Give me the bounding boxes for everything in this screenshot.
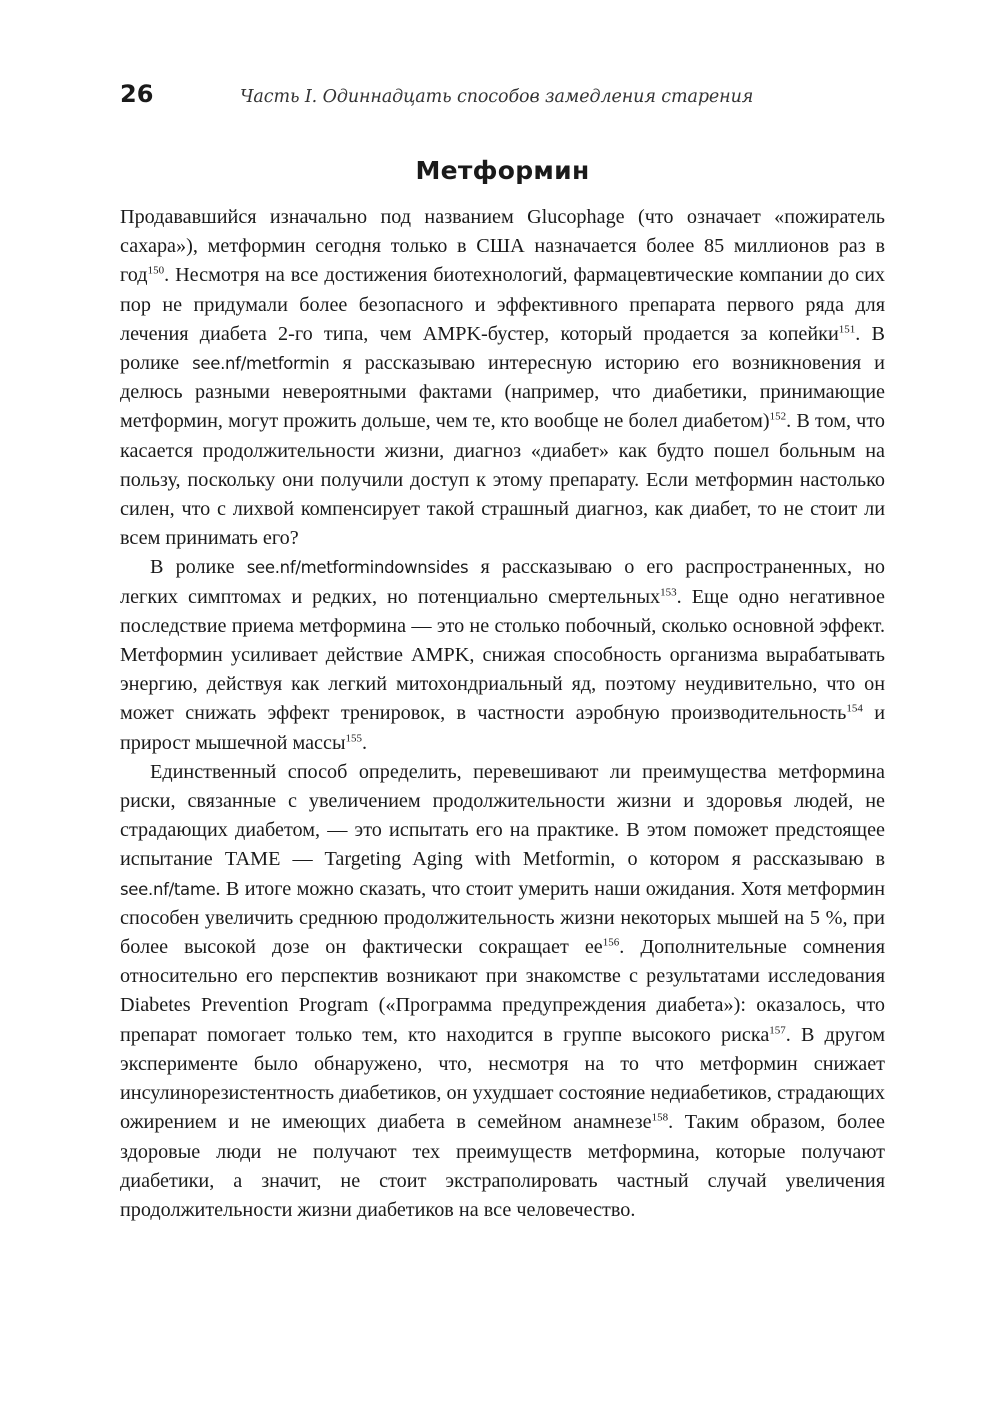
text-run: . В ролике — [120, 322, 885, 375]
running-title: Часть I. Одиннадцать способов замедления старения — [240, 87, 754, 107]
text-run: В ролике — [150, 556, 247, 579]
video-link-metformin[interactable]: see.nf/metformin — [192, 354, 330, 374]
text-run: Единственный способ определить, перевешивают ли преимущества метформина риски, связанные с увеличением продолжительности жизни и здоровья людей, не страдающих диабетом, — это испытать его на практике. В этом поможет предстоящее испытание TAME — Targeting Aging with Metformin, о котором я рассказываю в — [120, 760, 885, 871]
footnote-ref[interactable]: 153 — [660, 585, 677, 598]
book-page — [120, 80, 885, 1225]
text-run: . — [362, 731, 368, 754]
body-text — [120, 203, 885, 1225]
footnote-ref[interactable]: 150 — [147, 264, 165, 277]
text-run: . В итоге можно сказать, что стоит умерить наши ожидания. Хотя метформин способен увеличить среднюю продолжительность жизни некоторых мышей на 5 %, при более высокой дозе он фактически сокращает ее — [120, 877, 885, 959]
running-head — [120, 80, 885, 120]
text-run: . В том, что касается продолжительности жизни, диагноз «диабет» как будто пошел больным на пользу, поскольку они получили доступ к этому препарату. Если метформин настолько силен, что с лихвой компенсирует такой страшный диагноз, как диабет, то не стоит ли всем принимать его? — [120, 410, 885, 550]
text-run: . Несмотря на все достижения биотехнологий, фармацевтические компании до сих пор не придумали более безопасного и эффективного препарата первого ряда для лечения диабета 2-го типа, чем AMPK-бустер, который продается за копейки — [120, 264, 885, 345]
footnote-ref[interactable]: 158 — [651, 1111, 669, 1124]
footnote-ref[interactable]: 152 — [769, 410, 787, 423]
footnote-ref[interactable]: 157 — [769, 1023, 786, 1036]
text-run: . Еще одно негативное последствие приема метформина — это не столько побочный, сколько основной эффект. Метформин усиливает действие AMPK, снижая способность организма вырабатывать энергию, действуя как легкий митохондриальный яд, поэтому неудивительно, что он может снижать эффект тренировок, в частности аэробную производительность — [120, 585, 886, 725]
page-number: 26 — [120, 80, 154, 108]
text-run: Продававшийся изначально под названием Glucophage (что означает «пожиратель сахара»), метформин сегодня только в США назначается более 85 миллионов раз в год — [120, 206, 885, 287]
video-link-tame[interactable]: see.nf/tame — [120, 879, 216, 899]
paragraph-2 — [120, 553, 885, 757]
text-run: я рассказываю о его распространенных, но легких симптомах и редких, но потенциально смертельных — [120, 556, 885, 608]
text-run: . Таким образом, более здоровые люди не получают тех преимуществ метформина, которые получают диабетики, а значит, не стоит экстраполировать частный случай увеличения продолжительности жизни диабетиков на все человечество. — [120, 1111, 885, 1221]
text-run: и прирост мышечной массы — [120, 702, 885, 754]
text-run: я рассказываю интересную историю его возникновения и делюсь разными невероятными фактами (например, что диабетики, принимающие метформин, могут прожить дольше, чем те, кто вообще не болел диабетом) — [120, 352, 885, 433]
paragraph-3 — [120, 758, 885, 1225]
video-link-metformindownsides[interactable]: see.nf/metformindownsides — [246, 558, 469, 578]
footnote-ref[interactable]: 154 — [846, 702, 863, 715]
section-title: Метформин — [415, 156, 590, 185]
footnote-ref[interactable]: 151 — [838, 323, 856, 336]
footnote-ref[interactable]: 156 — [602, 936, 620, 949]
text-run: . Дополнительные сомнения относительно его перспектив возникают при знакомстве с результатами исследования Diabetes Prevention Program («Программа предупреждения диабета»): оказалось, что препарат помогает только тем, кто находится в группе высокого риска — [120, 936, 885, 1046]
text-run: . В другом эксперименте было обнаружено, что, несмотря на то что метформин снижает инсулинорезистентность диабетиков, он ухудшает состояние недиабетиков, страдающих ожирением и не имеющих диабета в семейном анамнезе — [120, 1023, 886, 1134]
footnote-ref[interactable]: 155 — [345, 731, 363, 744]
paragraph-1 — [120, 203, 885, 553]
